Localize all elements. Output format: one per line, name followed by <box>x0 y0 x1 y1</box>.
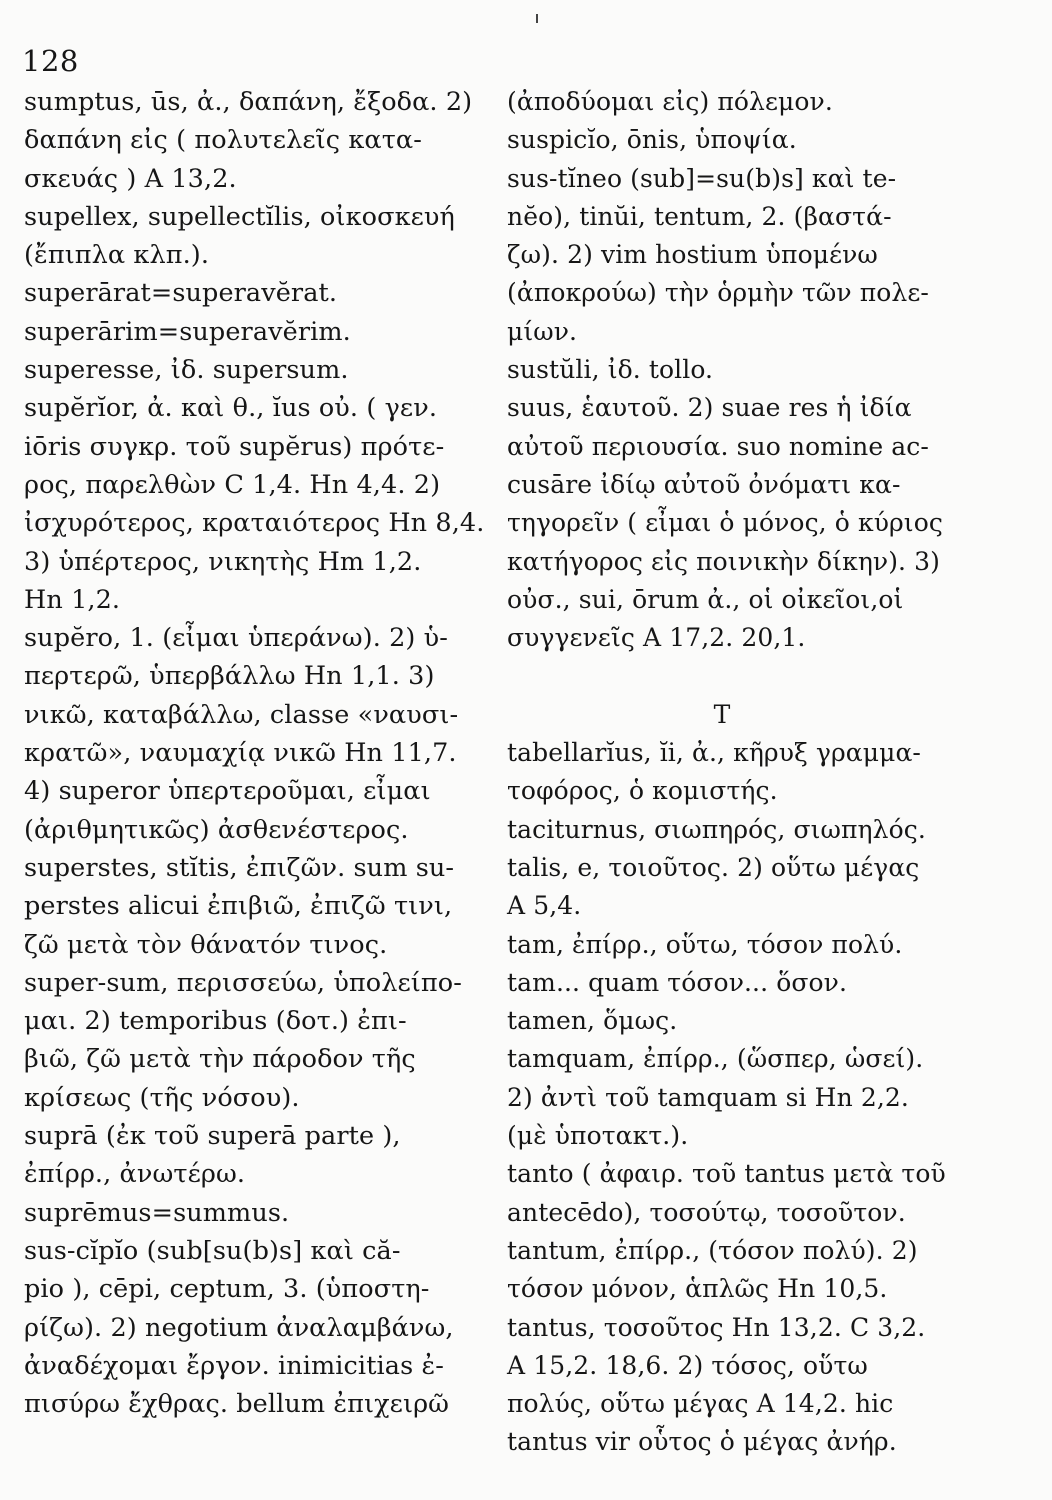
dictionary-line: οὐσ., sui, ōrum ἀ., οἱ οἰκεῖοι,οἱ <box>507 584 904 614</box>
right-column <box>507 83 947 1462</box>
dictionary-line <box>507 657 947 695</box>
dictionary-line: (μὲ ὑποτακτ.). <box>507 1121 689 1151</box>
left-column <box>24 83 485 1423</box>
dictionary-line: suprā (ἐκ τοῦ superā parte ), <box>24 1121 401 1152</box>
dictionary-line: ἰσχυρότερος, κραταιότερος Hn 8,4. <box>24 508 485 539</box>
dictionary-line: cusāre ἰδίῳ αὐτοῦ ὀνόματι κα- <box>507 469 901 499</box>
dictionary-line: superārim=superavĕrim. <box>24 316 351 347</box>
dictionary-line: antecēdo), τοσούτῳ, τοσοῦτον. <box>507 1197 906 1227</box>
dictionary-line: τηγορεῖν ( εἶμαι ὁ μόνος, ὁ κύριος <box>507 508 943 538</box>
dictionary-line: (ἀριθμητικῶς) ἀσθενέστερος. <box>24 814 409 845</box>
dictionary-line: perstes alicui ἐπιβιῶ, ἐπιζῶ τινι, <box>24 891 453 922</box>
dictionary-line: tam, ἐπίρρ., οὕτω, τόσον πολύ. <box>507 929 903 959</box>
dictionary-line: super-sum, περισσεύω, ὑπολείπο- <box>24 967 462 998</box>
dictionary-line: τόσον μόνον, ἁπλῶς Hn 10,5. <box>507 1274 888 1304</box>
dictionary-line: superārat=superavĕrat. <box>24 278 338 309</box>
dictionary-line: 2) ἀντὶ τοῦ tamquam si Hn 2,2. <box>507 1082 909 1112</box>
dictionary-line: suprēmus=summus. <box>24 1197 290 1228</box>
dictionary-line: tantus vir οὗτος ὁ μέγας ἀνήρ. <box>507 1427 897 1457</box>
dictionary-line: nĕo), tinŭi, tentum, 2. (βαστά- <box>507 201 892 231</box>
dictionary-line: μίων. <box>507 316 578 346</box>
page-number: 128 <box>22 44 79 78</box>
dictionary-line: ρίζω). 2) negotium ἀναλαμβάνω, <box>24 1312 454 1343</box>
dictionary-line: σκευάς ) A 13,2. <box>24 163 237 194</box>
dictionary-line: suus, ἑαυτοῦ. 2) suae res ἡ ἰδία <box>507 393 912 423</box>
dictionary-line: περτερῶ, ὑπερβάλλω Hn 1,1. 3) <box>24 661 435 692</box>
dictionary-line: τοφόρος, ὁ κομιστής. <box>507 776 778 806</box>
dictionary-line: tam... quam τόσον... ὅσον. <box>507 967 848 997</box>
dictionary-line: συγγενεῖς A 17,2. 20,1. <box>507 623 806 653</box>
dictionary-line: κρατῶ», ναυμαχίᾳ νικῶ Hn 11,7. <box>24 738 457 769</box>
dictionary-line: (ἔπιπλα κλπ.). <box>24 240 210 271</box>
dictionary-line: αὐτοῦ περιουσία. suo nomine ac- <box>507 431 929 461</box>
dictionary-line: βιῶ, ζῶ μετὰ τὴν πάροδον τῆς <box>24 1044 416 1075</box>
dictionary-line: ἀναδέχομαι ἔργον. inimicitias ἐ- <box>24 1350 444 1381</box>
dictionary-line: tantus, τοσοῦτος Hn 13,2. C 3,2. <box>507 1312 926 1342</box>
print-mark <box>536 14 538 23</box>
dictionary-line: 4) superor ὑπερτεροῦμαι, εἶμαι <box>24 776 431 807</box>
dictionary-line: iōris συγκρ. τοῦ supĕrus) πρότε- <box>24 431 445 462</box>
dictionary-line: sus-tĭneo (sub]=su(b)s] καὶ te- <box>507 163 897 193</box>
dictionary-line: suspicĭo, ōnis, ὑποψία. <box>507 125 797 155</box>
dictionary-line: sus-cĭpĭo (sub[su(b)s] καὶ că- <box>24 1235 401 1266</box>
dictionary-line: sumptus, ūs, ἀ., δαπάνη, ἔξοδα. 2) <box>24 87 473 117</box>
dictionary-line: ζω). 2) vim hostium ὑπομένω <box>507 240 878 270</box>
dictionary-line: talis, e, τοιοῦτος. 2) οὕτω μέγας <box>507 852 920 882</box>
dictionary-line: pio ), cēpi, ceptum, 3. (ὑποστη- <box>24 1274 430 1305</box>
dictionary-line: superstes, stĭtis, ἐπιζῶν. sum su- <box>24 852 455 883</box>
dictionary-line: ζῶ μετὰ τὸν θάνατόν τινος. <box>24 929 388 960</box>
dictionary-line: κατήγορος εἰς ποινικὴν δίκην). 3) <box>507 546 940 576</box>
dictionary-line: ρος, παρελθὼν C 1,4. Hn 4,4. 2) <box>24 469 441 500</box>
dictionary-line: πισύρω ἔχθρας. bellum ἐπιχειρῶ <box>24 1389 450 1420</box>
dictionary-line: supĕro, 1. (εἶμαι ὑπεράνω). 2) ὑ- <box>24 623 448 654</box>
dictionary-line: T <box>713 699 731 729</box>
dictionary-line: Hn 1,2. <box>24 584 121 615</box>
dictionary-line: sustŭli, ἰδ. tollo. <box>507 355 714 385</box>
dictionary-line: tamen, ὅμως. <box>507 1006 678 1036</box>
dictionary-line: A 15,2. 18,6. 2) τόσος, οὕτω <box>507 1350 868 1380</box>
dictionary-line: δαπάνη εἰς ( πολυτελεῖς κατα- <box>24 125 422 156</box>
dictionary-line: taciturnus, σιωπηρός, σιωπηλός. <box>507 814 926 844</box>
dictionary-line: tantum, ἐπίρρ., (τόσον πολύ). 2) <box>507 1235 918 1265</box>
dictionary-line: supellex, supellectĭlis, οἰκοσκευή <box>24 201 455 232</box>
dictionary-line: tanto ( ἀφαιρ. τοῦ tantus μετὰ τοῦ <box>507 1159 946 1189</box>
dictionary-line: μαι. 2) temporibus (δοτ.) ἐπι- <box>24 1006 407 1037</box>
dictionary-line: κρίσεως (τῆς νόσου). <box>24 1082 300 1113</box>
dictionary-line: ἐπίρρ., ἀνωτέρω. <box>24 1159 246 1190</box>
dictionary-line: tabellarĭus, ĭi, ἀ., κῆρυξ γραμμα- <box>507 738 921 768</box>
dictionary-line: supĕrĭor, ἀ. καὶ θ., ĭus οὐ. ( γεν. <box>24 393 438 424</box>
dictionary-line: superesse, ἰδ. supersum. <box>24 355 349 386</box>
dictionary-line: (ἀποκρούω) τὴν ὁρμὴν τῶν πολε- <box>507 278 929 308</box>
dictionary-line: πολύς, οὕτω μέγας A 14,2. hic <box>507 1389 894 1419</box>
dictionary-line: (ἀποδύομαι εἰς) πόλεμον. <box>507 87 833 116</box>
dictionary-line: tamquam, ἐπίρρ., (ὥσπερ, ὡσεί). <box>507 1044 924 1074</box>
dictionary-line: 3) ὑπέρτερος, νικητὴς Hm 1,2. <box>24 546 422 577</box>
dictionary-line: νικῶ, καταβάλλω, classe «ναυσι- <box>24 699 459 730</box>
dictionary-line: A 5,4. <box>507 891 582 921</box>
